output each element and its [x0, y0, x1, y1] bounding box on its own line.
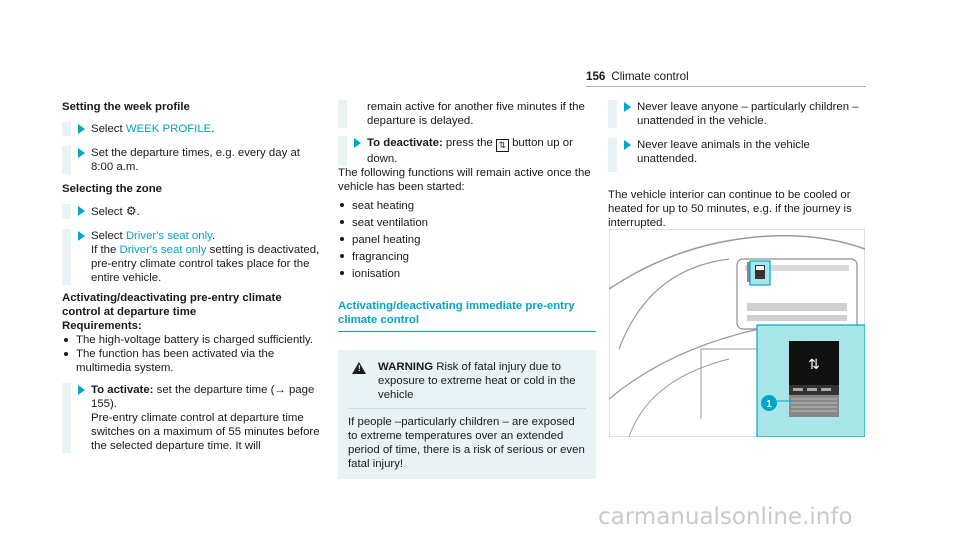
paragraph-continue-cooling: The vehicle interior can continue to be cooled or heated for up to 50 minutes, e.g. if the journey is interrupted.: [608, 189, 852, 229]
warning-divider: [348, 408, 586, 409]
step-arrow-icon: [78, 231, 85, 241]
warning-triangle-icon: !: [352, 362, 366, 374]
requirements-label: Requirements:: [62, 320, 142, 332]
list-item: fragrancing: [338, 249, 596, 266]
warning-title: Risk of fatal injury due to exposure to extreme heat or cold in the vehicle: [378, 361, 576, 401]
warning-box: [338, 350, 596, 479]
menu-item-week-profile[interactable]: WEEK PROFILE: [125, 123, 212, 135]
list-item: ionisation: [338, 266, 596, 283]
middle-column: [338, 100, 596, 479]
paragraph-remain-active: The following functions will remain active once the vehicle has been started:: [338, 167, 591, 193]
section-title: Climate control: [611, 70, 689, 83]
step-never-leave-animals: Never leave animals in the vehicle unattended.: [608, 138, 866, 172]
step-arrow-icon: [354, 138, 361, 148]
step-select-zone: Select ⚙.: [62, 204, 320, 219]
dashboard-illustration: [609, 229, 865, 437]
step-arrow-icon: [78, 385, 85, 395]
warning-label: WARNING: [378, 361, 434, 373]
step-arrow-icon: [624, 102, 631, 112]
heading-zone: Selecting the zone: [62, 183, 163, 195]
list-item: seat ventilation: [338, 215, 596, 232]
callout-number: 1: [766, 399, 772, 410]
climate-button-icon: ⇅: [808, 357, 820, 373]
step-arrow-icon: [624, 140, 631, 150]
functions-list: [338, 198, 596, 283]
step-set-departure: Set the departure times, e.g. every day at 8:00 a.m.: [62, 146, 320, 174]
step-arrow-icon: [78, 206, 85, 216]
page-header: [586, 70, 689, 84]
heading-immediate: Activating/deactivating immediate pre-entry climate control: [338, 299, 596, 332]
dashboard-drawing: [609, 229, 865, 437]
list-item: seat heating: [338, 198, 596, 215]
menu-item-drivers-seat-only[interactable]: Driver's seat only: [125, 230, 212, 242]
page-number: 156: [586, 70, 606, 83]
step-never-leave-anyone: Never leave anyone – particularly children – unattended in the vehicle.: [608, 100, 866, 128]
step-arrow-icon: [78, 148, 85, 158]
warning-body: If people –particularly children – are exposed to extreme temperatures over an extended period of time, there is a risk of serious or even fatal injury!: [348, 416, 585, 470]
step-select-week-profile: Select WEEK PROFILE.: [62, 122, 320, 136]
list-item: panel heating: [338, 232, 596, 249]
step-drivers-seat: Select Driver's seat only. If the Driver's seat only setting is deactivated, pre-entry climate control takes place for the entire vehicle.: [62, 229, 320, 285]
step-arrow-icon: [78, 124, 85, 134]
step-continued: remain active for another five minutes if the departure is delayed.: [338, 100, 596, 128]
list-item: The high-voltage battery is charged sufficiently.: [62, 333, 320, 347]
left-column: [62, 100, 320, 453]
step-to-activate: To activate: set the departure time (→ page 155). Pre-entry climate control at departure time switches on a maximum of 55 minutes before the selected departure time. It will: [62, 383, 320, 453]
preentry-climate-button-icon: ⇅: [496, 139, 509, 152]
list-item: The function has been activated via the multimedia system.: [62, 347, 320, 375]
watermark: carmanualsonline.info: [598, 504, 853, 530]
header-rule: [586, 86, 866, 87]
heading-week-profile: Setting the week profile: [62, 101, 190, 113]
heading-activate-departure: Activating/deactivating pre-entry climate control at departure time: [62, 292, 282, 318]
requirements-list: [62, 333, 320, 375]
gear-icon: ⚙: [125, 204, 137, 218]
right-column: [608, 100, 866, 230]
step-to-deactivate: To deactivate: press the ⇅ button up or down.: [338, 136, 596, 166]
